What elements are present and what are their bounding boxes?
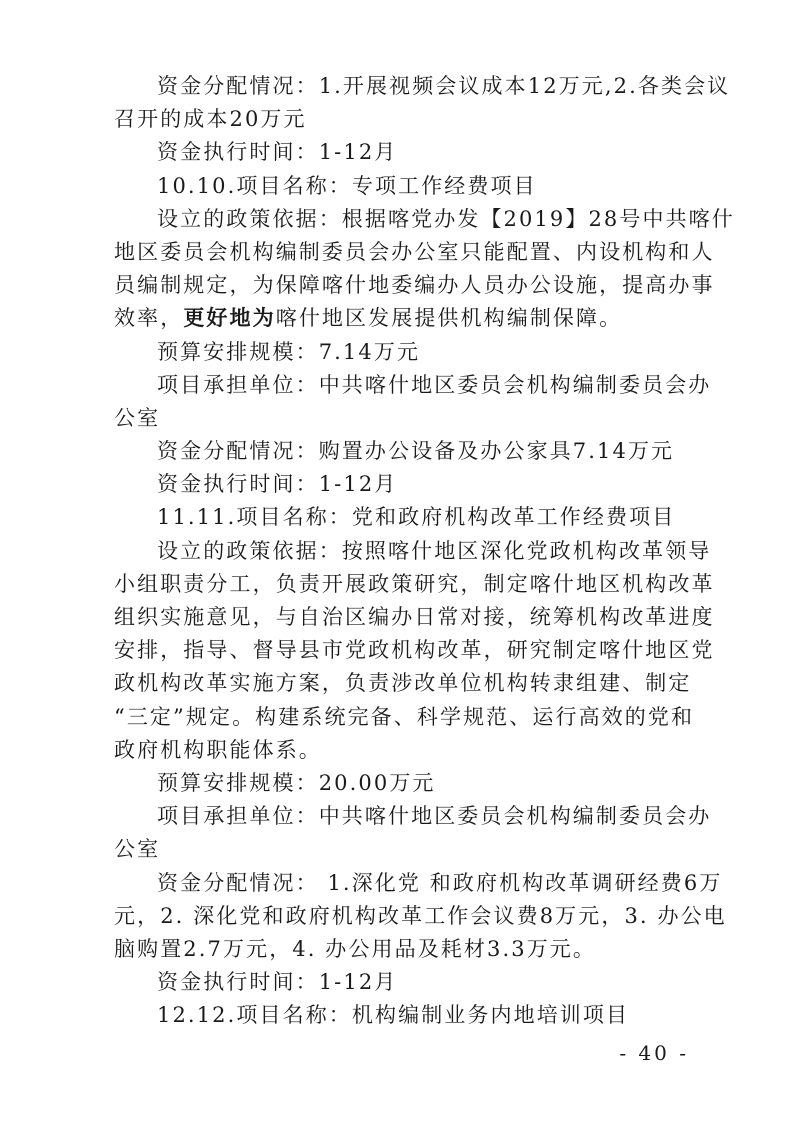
paragraph-line: “三定”规定。构建系统完备、科学规范、运行高效的党和	[114, 704, 695, 729]
paragraph-line-mixed	[114, 302, 694, 335]
page-number: - 40 -	[619, 1041, 689, 1065]
paragraph-line: 设立的政策依据：按照喀什地区深化党政机构改革领导	[157, 538, 712, 563]
paragraph-line: 小组职责分工，负责开展政策研究，制定喀什地区机构改革	[114, 571, 715, 596]
text-segment: 效率，	[114, 306, 184, 331]
paragraph-line: 资金分配情况：购置办公设备及办公家具7.14万元	[157, 439, 675, 464]
paragraph-line: 资金执行时间：1-12月	[157, 970, 398, 995]
paragraph-line: 组织实施意见，与自治区编办日常对接，统筹机构改革进度	[114, 605, 715, 629]
paragraph-line: 项目承担单位：中共喀什地区委员会机构编制委员会办	[157, 804, 712, 829]
paragraph-line: 安排，指导、督导县市党政机构改革，研究制定喀什地区党	[114, 638, 715, 663]
paragraph-line: 资金执行时间：1-12月	[157, 140, 398, 165]
item-heading: 11.11.项目名称：党和政府机构改革工作经费项目	[157, 505, 676, 530]
paragraph-line: 元，2. 深化党和政府机构改革工作会议费8万元，3. 办公电	[114, 903, 727, 928]
bold-text-segment: 更好地为	[183, 306, 276, 331]
paragraph-line: 地区委员会机构编制委员会办公室只能配置、内设机构和人	[114, 239, 715, 264]
item-heading: 10.10.项目名称：专项工作经费项目	[157, 173, 537, 198]
paragraph-line: 员编制规定，为保障喀什地委编办人员办公设施，提高办事	[114, 273, 715, 298]
paragraph-line: 公室	[114, 837, 161, 862]
text-segment: 喀什地区发展提供机构编制保障。	[275, 306, 623, 331]
paragraph-line: 政府机构职能体系。	[114, 737, 322, 762]
paragraph-line: 脑购置2.7万元，4. 办公用品及耗材3.3万元。	[114, 936, 597, 961]
paragraph-line: 项目承担单位：中共喀什地区委员会机构编制委员会办	[157, 372, 712, 397]
paragraph-line: 资金分配情况： 1.深化党 和政府机构改革调研经费6万	[157, 870, 723, 895]
paragraph-line: 资金执行时间：1-12月	[157, 472, 398, 497]
item-heading: 12.12.项目名称：机构编制业务内地培训项目	[157, 1003, 630, 1028]
paragraph-line: 召开的成本20万元	[114, 107, 307, 132]
paragraph-line: 预算安排规模：20.00万元	[157, 770, 436, 795]
paragraph-line: 公室	[114, 405, 161, 430]
paragraph-line: 预算安排规模：7.14万元	[157, 339, 421, 364]
document-body	[114, 70, 735, 1032]
paragraph-line: 资金分配情况：1.开展视频会议成本12万元,2.各类会议	[157, 74, 731, 98]
paragraph-line: 政机构改革实施方案，负责涉改单位机构转隶组建、制定	[114, 671, 692, 696]
paragraph-line: 设立的政策依据：根据喀党办发【2019】28号中共喀什	[157, 206, 735, 231]
